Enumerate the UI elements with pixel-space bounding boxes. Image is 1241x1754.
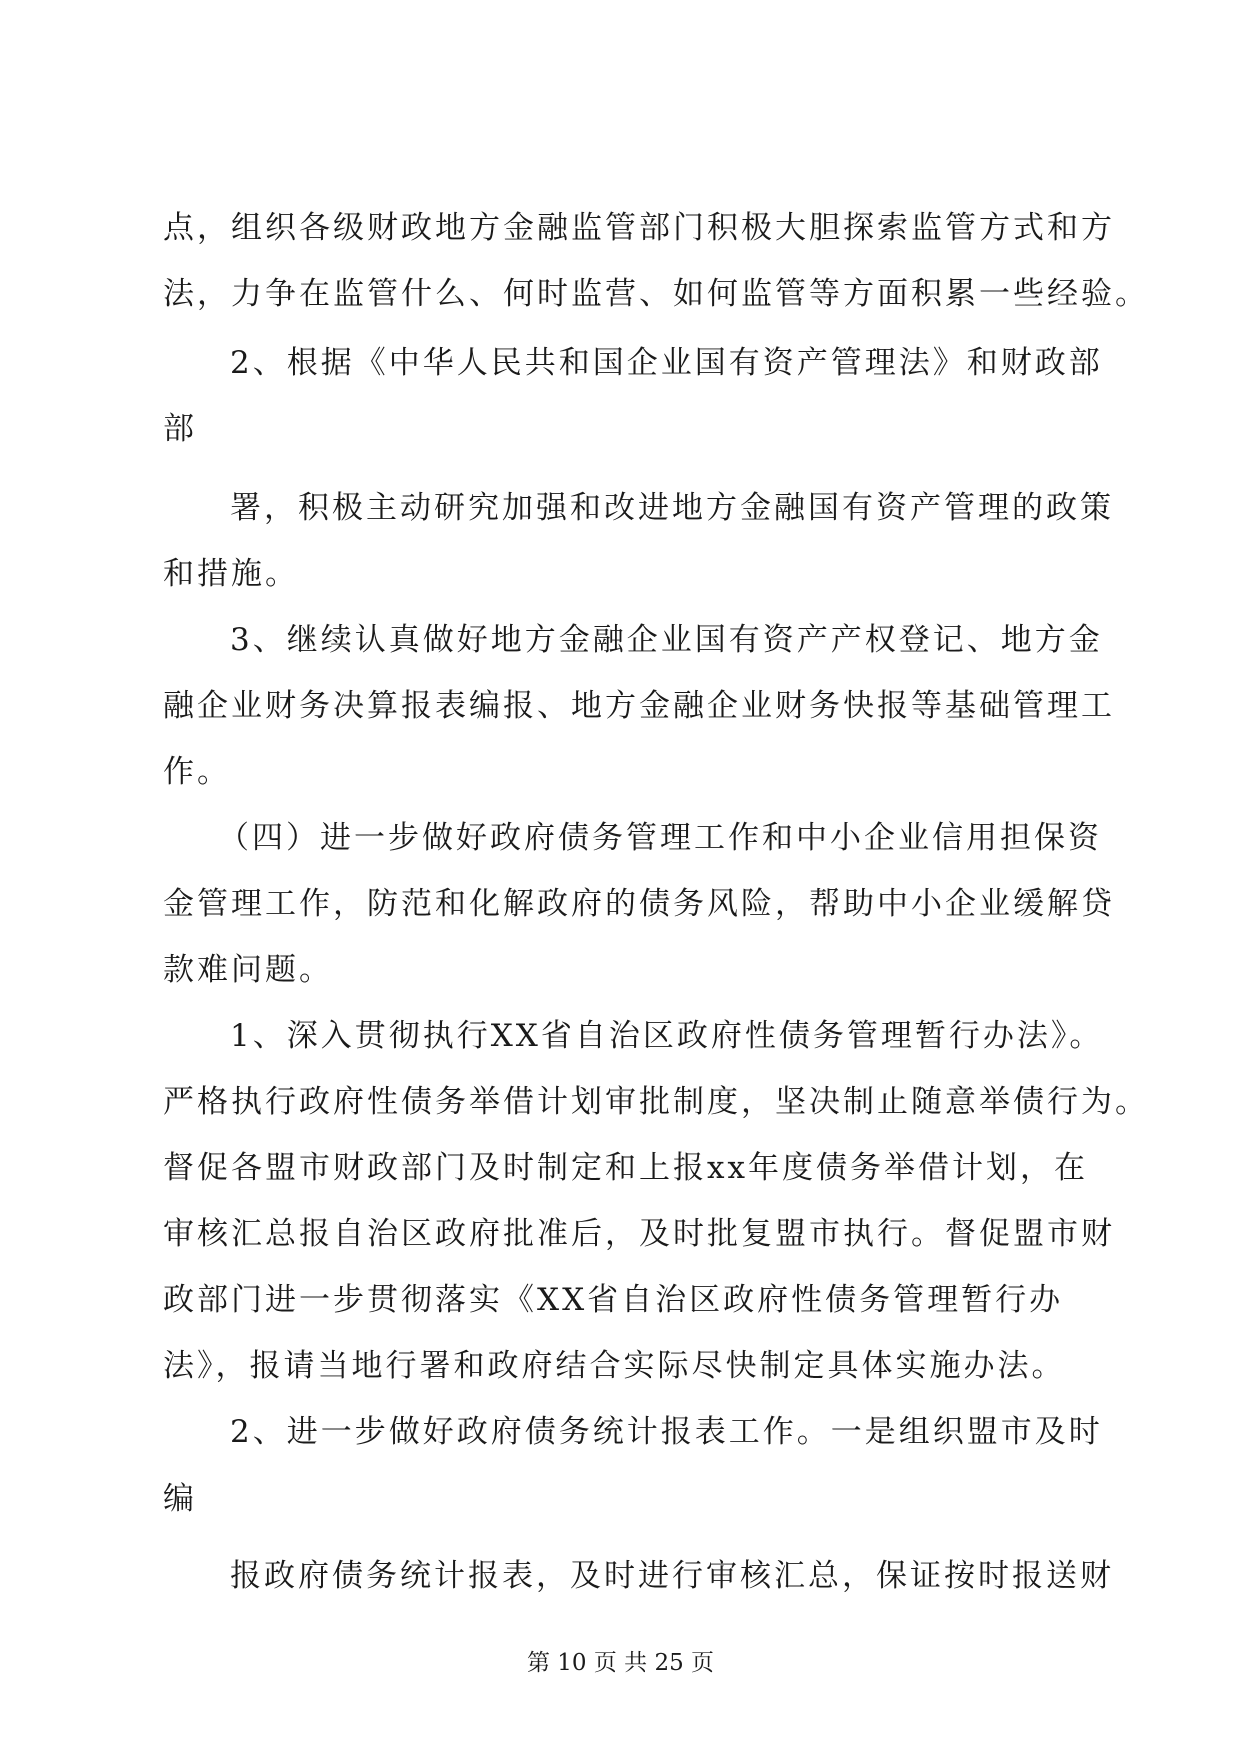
- text-line: 和措施。: [163, 556, 299, 592]
- text-line: 署，积极主动研究加强和改进地方金融国有资产管理的政策: [230, 490, 1114, 526]
- text-line: 2、根据《中华人民共和国企业国有资产管理法》和财政部: [230, 345, 1103, 381]
- text-line: 2、进一步做好政府债务统计报表工作。一是组织盟市及时: [230, 1414, 1103, 1450]
- text-line: 部: [163, 411, 197, 447]
- text-line: 法，力争在监管什么、何时监营、如何监管等方面积累一些经验。: [163, 276, 1149, 312]
- page-number-footer: 第 10 页 共 25 页: [526, 1650, 715, 1676]
- text-line: 1、深入贯彻执行XX省自治区政府性债务管理暂行办法》。: [230, 1018, 1104, 1054]
- text-line: 编: [163, 1481, 197, 1517]
- text-line: 法》，报请当地行署和政府结合实际尽快制定具体实施办法。: [163, 1348, 1066, 1384]
- text-line: （四）进一步做好政府债务管理工作和中小企业信用担保资: [218, 820, 1102, 856]
- text-line: 金管理工作，防范和化解政府的债务风险，帮助中小企业缓解贷: [163, 886, 1115, 922]
- text-line: 款难问题。: [163, 952, 333, 988]
- text-line: 点，组织各级财政地方金融监管部门积极大胆探索监管方式和方: [163, 210, 1115, 246]
- text-line: 审核汇总报自治区政府批准后，及时批复盟市执行。督促盟市财: [163, 1216, 1115, 1252]
- text-line: 作。: [163, 754, 231, 790]
- text-line: 政部门进一步贯彻落实《XX省自治区政府性债务管理暂行办: [163, 1282, 1064, 1318]
- text-line: 3、继续认真做好地方金融企业国有资产产权登记、地方金: [230, 622, 1103, 658]
- text-line: 报政府债务统计报表，及时进行审核汇总，保证按时报送财: [230, 1558, 1114, 1594]
- text-line: 融企业财务决算报表编报、地方金融企业财务快报等基础管理工: [163, 688, 1115, 724]
- text-line: 严格执行政府性债务举借计划审批制度，坚决制止随意举债行为。: [163, 1084, 1149, 1120]
- text-line: 督促各盟市财政部门及时制定和上报xx年度债务举借计划，在: [163, 1150, 1088, 1186]
